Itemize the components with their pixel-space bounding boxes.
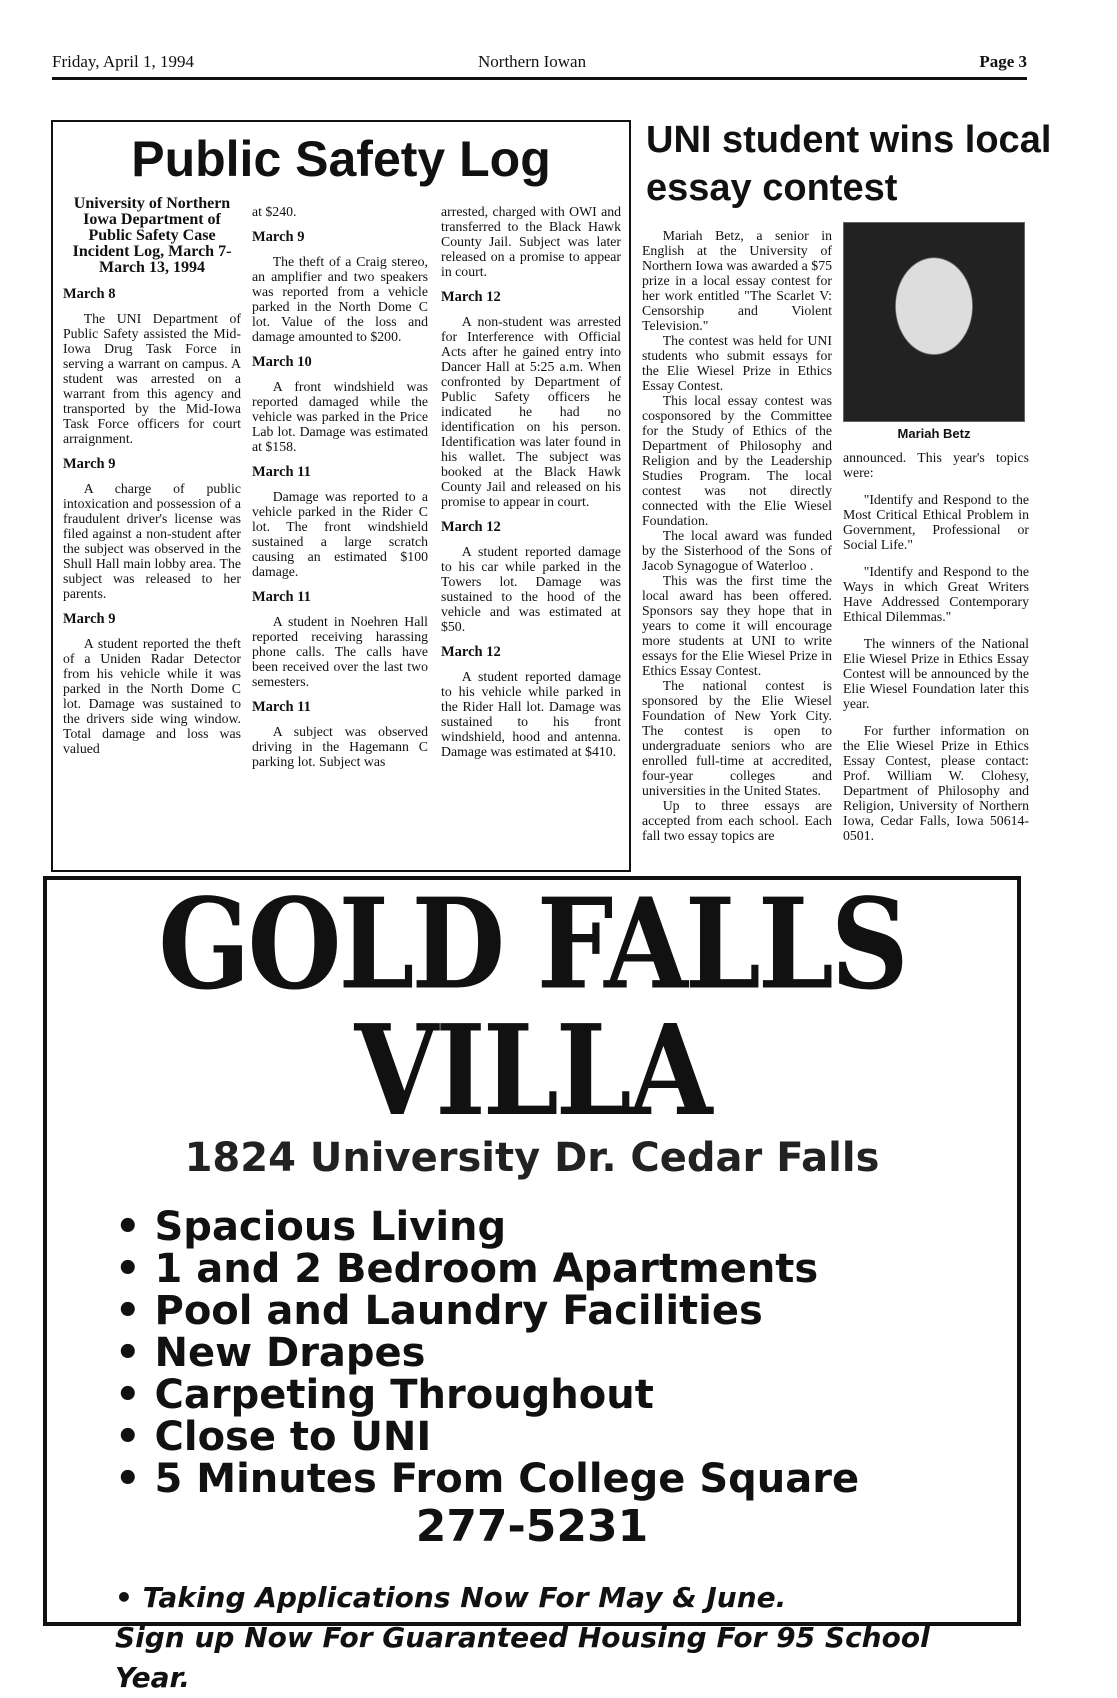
paragraph: The national contest is sponsored by the Elie Wiesel Foundation of New York City. The contest is open to undergraduate seniors who are enrolled full-time at accredited, four-year colleges and universities in the United States. [642, 678, 832, 798]
entry-text: A student reported damage to his vehicle while parked in the Rider Hall lot. Damage was sustained to his front windshield, hood and antenna. Damage was estimated at $410. [441, 669, 621, 759]
paragraph: This was the first time the local award has been offered. Sponsors say they hope that in years to come it will encourage more students at UNI to write essays for the Elie Wiesel Prize in Ethics Essay Contest. [642, 573, 832, 678]
feature-item: • Spacious Living [115, 1206, 1017, 1248]
paragraph: This local essay contest was cosponsored by the Committee for the Study of Ethics of the Department of Philosophy and Religion and by the Leadership Studies Program. The local contest was not directly connected with the Elie Wiesel Foundation. [642, 393, 832, 528]
paragraph: Up to three essays are accepted from each school. Each fall two essay topics are [642, 798, 832, 843]
entry-date: March 12 [441, 519, 501, 535]
issue-date: Friday, April 1, 1994 [52, 52, 194, 71]
essay-column-2 [843, 450, 1029, 843]
feature-item: • Pool and Laundry Facilities [115, 1290, 1017, 1332]
entry-date: March 10 [252, 354, 312, 370]
ad-footer-2: Sign up Now For Guaranteed Housing For 95 School Year. [115, 1621, 930, 1694]
ad-address: 1824 University Dr. Cedar Falls [184, 1135, 880, 1181]
entry-text: A student reported the theft of a Uniden Radar Detector from his vehicle while it was parked in the North Dome C lot. Damage was sustained to the drivers side wing window. Total damage and loss was valued [63, 636, 241, 756]
feature-item: • Carpeting Throughout [115, 1374, 1017, 1416]
feature-list [115, 1206, 1017, 1500]
entry-text: A subject was observed driving in the Hagemann C parking lot. Subject was [252, 724, 428, 769]
ad-name: GOLD FALLS VILLA [158, 872, 906, 1144]
entry-date: March 11 [252, 589, 311, 605]
gold-falls-villa-ad [43, 872, 1021, 1694]
feature-item: • New Drapes [115, 1332, 1017, 1374]
entry-date: March 9 [63, 456, 116, 472]
paragraph: The winners of the National Elie Wiesel Prize in Ethics Essay Contest will be announced by the Elie Wiesel Foundation later this year. [843, 636, 1029, 711]
essay-headline: UNI student wins local essay contest [646, 119, 1052, 209]
continued-text: announced. This year's topics were: [843, 450, 1029, 480]
portrait-photo [843, 222, 1025, 422]
log-column-3 [441, 204, 621, 759]
log-title: Public Safety Log [131, 131, 551, 187]
continued-text: at $240. [252, 204, 297, 219]
paragraph: "Identify and Respond to the Most Critical Ethical Problem in Government, Professional or Social Life." [843, 492, 1029, 552]
feature-item: • 5 Minutes From College Square [115, 1458, 1017, 1500]
entry-text: A student reported damage to his car while parked in the Towers lot. Damage was sustained to the hood of the vehicle and was estimated at $50. [441, 544, 621, 634]
page-number: Page 3 [979, 52, 1027, 71]
paragraph: Mariah Betz, a senior in English at the University of Northern Iowa was awarded a $75 prize in a local essay contest for her work entitled "The Scarlet V: Censorship and Violent Television." [642, 228, 832, 333]
paragraph: The local award was funded by the Sisterhood of the Sons of Jacob Synagogue of Waterloo . [642, 528, 832, 573]
feature-item: • 1 and 2 Bedroom Apartments [115, 1248, 1017, 1290]
entry-date: March 12 [441, 289, 501, 305]
entry-text: A front windshield was reported damaged while the vehicle was parked in the Price Lab lot. Damage was estimated at $158. [252, 379, 428, 454]
log-column-2 [252, 204, 428, 769]
paper-name: Northern Iowan [478, 52, 587, 71]
essay-column-1 [642, 228, 832, 843]
photo-caption: Mariah Betz [897, 426, 971, 441]
log-lead: University of Northern Iowa Department of Public Safety Case Incident Log, March 7-March 13, 1994 [72, 195, 232, 276]
entry-text: Damage was reported to a vehicle parked in the Rider C lot. The front windshield sustained a large scratch causing an estimated $100 damage. [252, 489, 428, 579]
entry-text: The theft of a Craig stereo, an amplifier and two speakers was reported from a vehicle parked in the North Dome C lot. Value of the loss and damage amounted to $200. [252, 254, 428, 344]
public-safety-log [51, 120, 631, 872]
paragraph: For further information on the Elie Wiesel Prize in Ethics Essay Contest, please contact: Prof. William W. Clohesy, Department of Philosophy and Religion, University of Northern Iowa, Cedar Falls, Iowa 50614-0501. [843, 723, 1029, 843]
entry-date: March 9 [252, 229, 305, 245]
entry-text: A charge of public intoxication and possession of a fraudulent driver's license was filed against a non-student after the subject was observed in the Shull Hall main lobby area. The subject was released to her parents. [63, 481, 241, 601]
entry-date: March 9 [63, 611, 116, 627]
entry-text: The UNI Department of Public Safety assisted the Mid-Iowa Drug Task Force in serving a warrant on campus. A student was arrested on a warrant from this agency and transported by the Mid-Iowa Task Force officers for court arraignment. [63, 311, 241, 446]
entry-date: March 11 [252, 699, 311, 715]
ad-footer-1: • Taking Applications Now For May & June. [115, 1581, 787, 1614]
feature-item: • Close to UNI [115, 1416, 1017, 1458]
paragraph: The contest was held for UNI students who submit essays for the Elie Wiesel Prize in Ethics Essay Contest. [642, 333, 832, 393]
entry-date: March 8 [63, 286, 116, 302]
ad-phone: 277-5231 [415, 1501, 649, 1552]
entry-date: March 11 [252, 464, 311, 480]
entry-text: A student in Noehren Hall reported receiving harassing phone calls. The calls have been received over the last two semesters. [252, 614, 428, 689]
log-column-1 [63, 196, 241, 756]
page-header [52, 50, 1027, 80]
paragraph: "Identify and Respond to the Ways in which Great Writers Have Addressed Contemporary Ethical Dilemmas." [843, 564, 1029, 624]
continued-text: arrested, charged with OWI and transferred to the Black Hawk County Jail. Subject was later released on a promise to appear in court. [441, 204, 621, 279]
entry-date: March 12 [441, 644, 501, 660]
entry-text: A non-student was arrested for Interference with Official Acts after he gained entry into Dancer Hall at 5:25 a.m. When confronted by Department of Public Safety officers he indicated he had no identification on his person. Identification was later found in his wallet. The subject was booked at the Black Hawk County Jail and released on his promise to appear in court. [441, 314, 621, 509]
